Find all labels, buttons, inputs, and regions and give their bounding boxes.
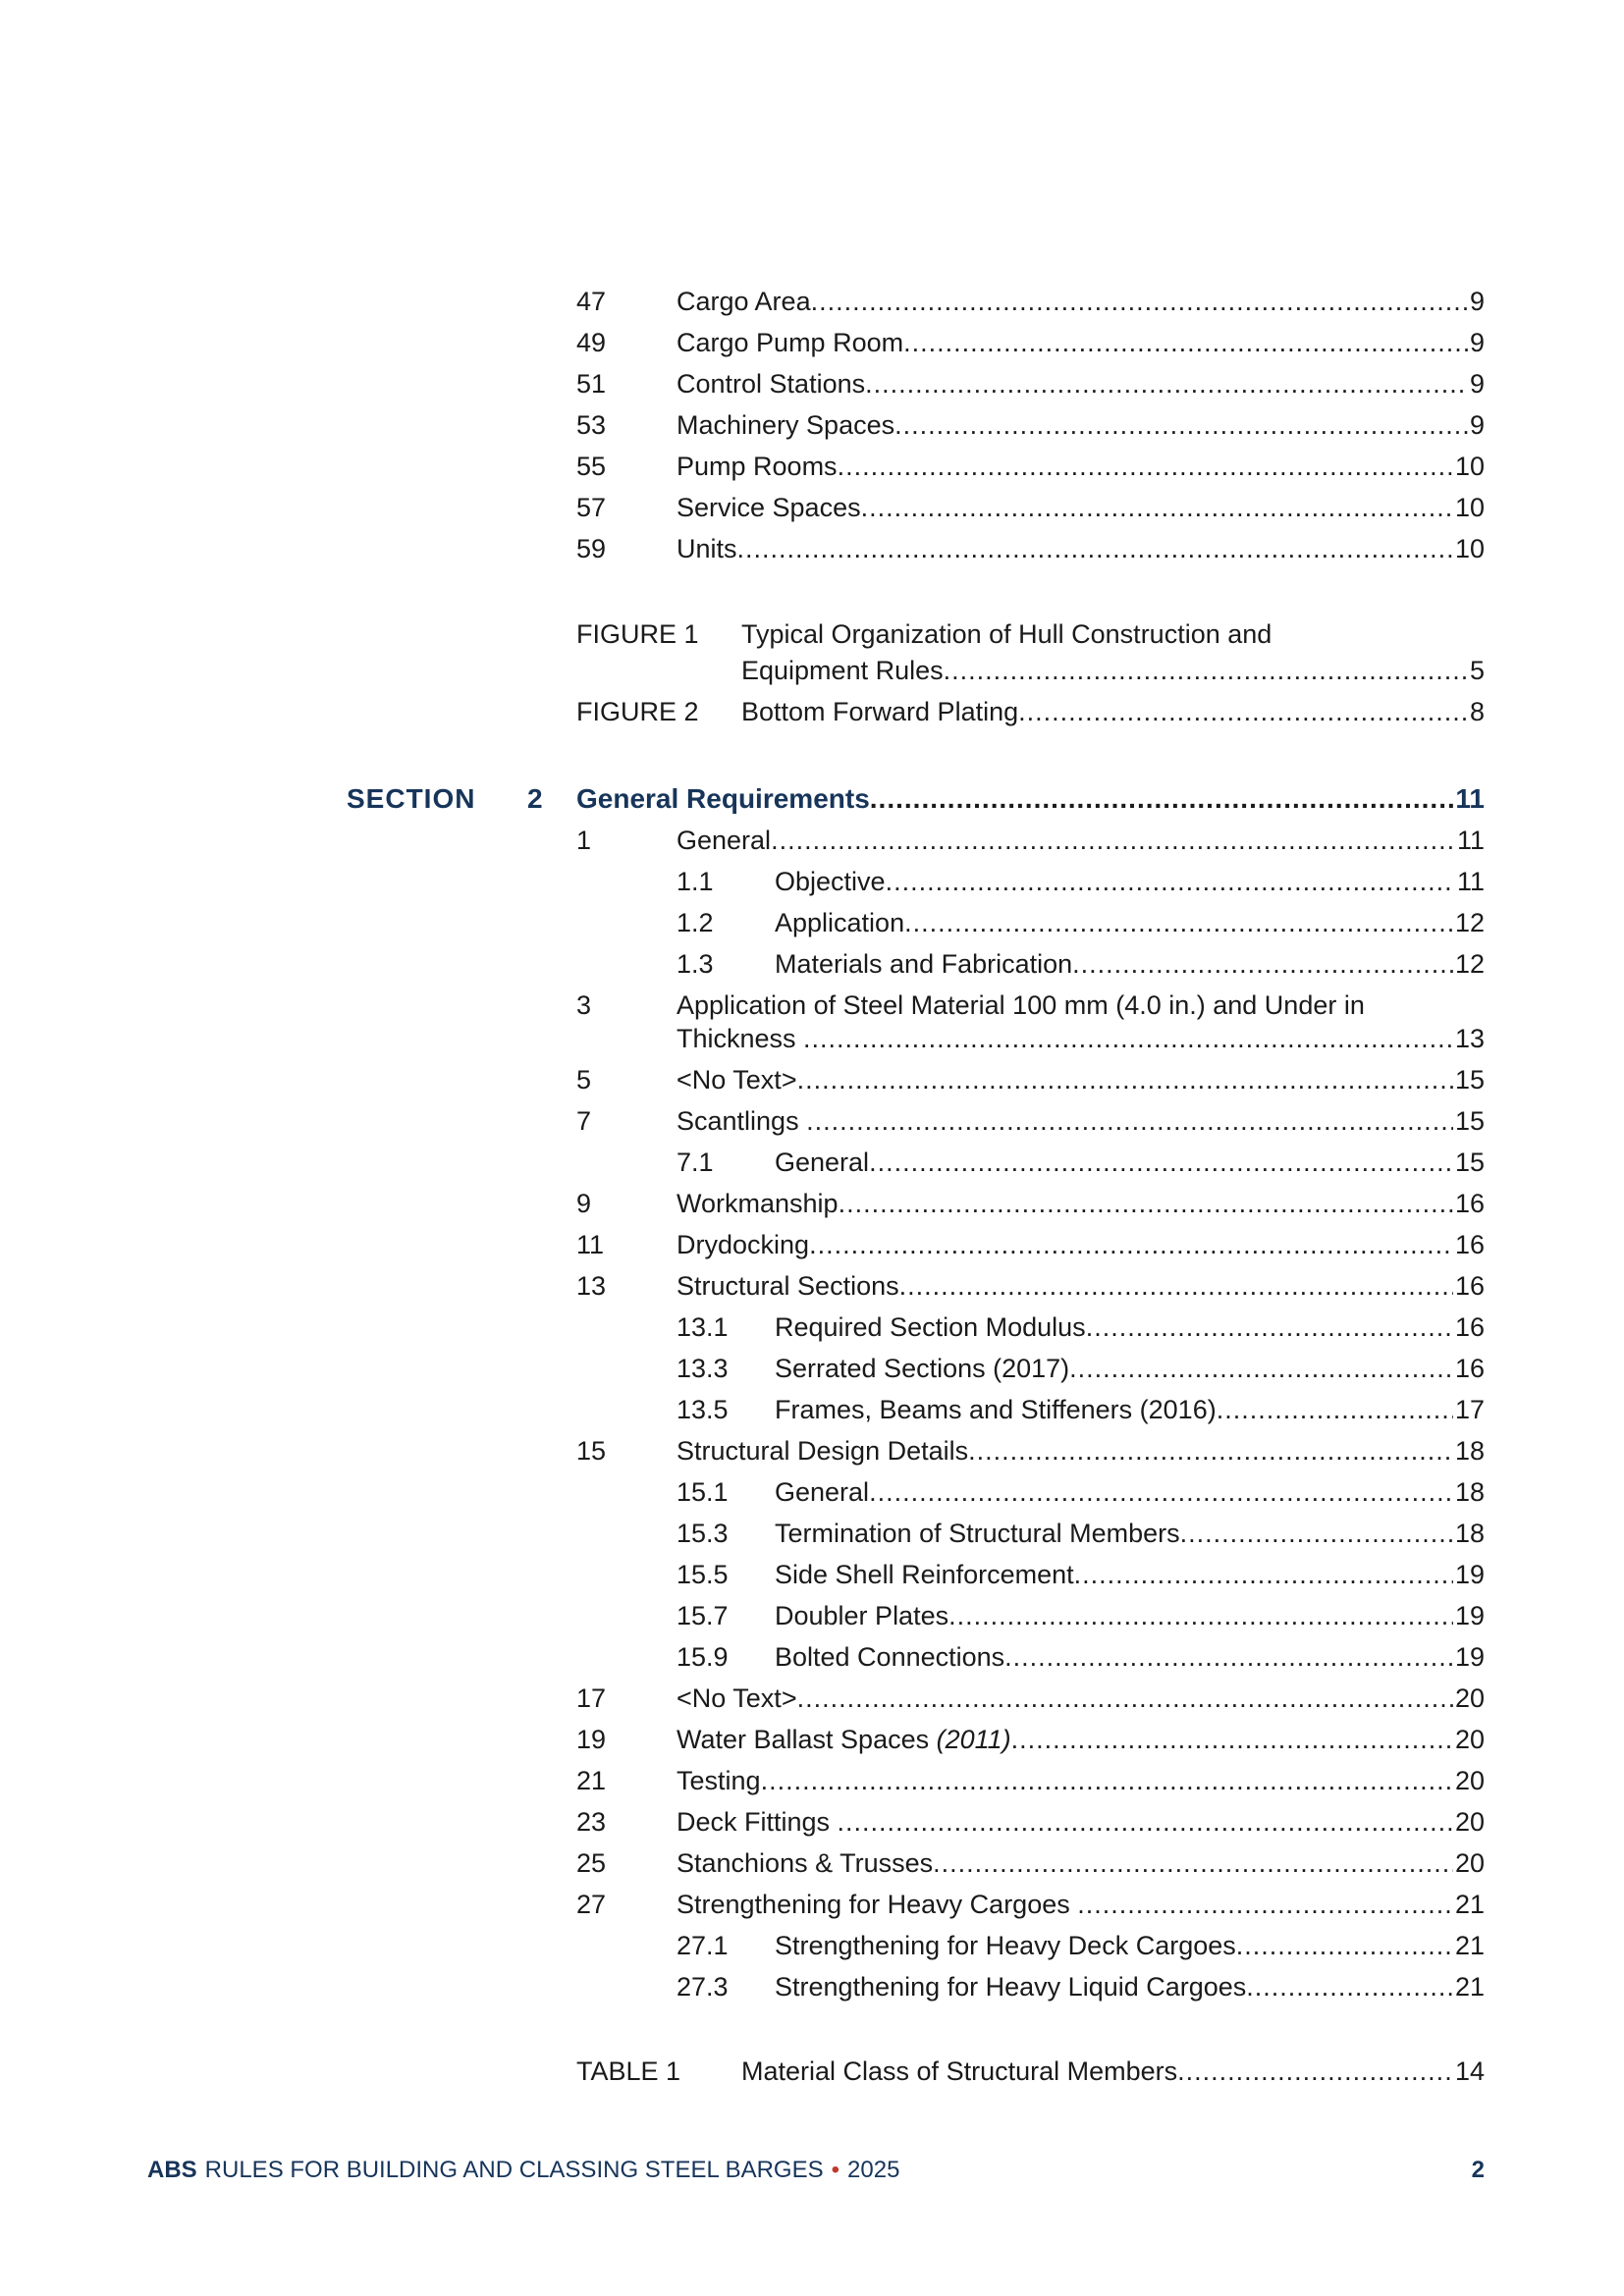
page-footer <box>147 2154 1485 2187</box>
entry-title: Machinery Spaces <box>677 410 895 440</box>
entry-page-number: 19 <box>1454 1601 1485 1630</box>
toc-subentry[interactable] <box>677 1513 1485 1554</box>
entry-title: Service Spaces <box>677 493 861 522</box>
toc-subentry[interactable] <box>677 1389 1485 1430</box>
entry-title: Materials and Fabrication <box>775 949 1073 979</box>
dot-leader <box>809 1224 1453 1265</box>
entry-number <box>576 1018 677 1059</box>
dot-leader <box>797 1678 1453 1719</box>
entry-title: Testing <box>677 1766 761 1795</box>
toc-entry[interactable] <box>576 1100 1485 1142</box>
entry-number: 25 <box>576 1848 607 1878</box>
entry-number: 23 <box>576 1807 607 1837</box>
dot-leader <box>737 528 1453 569</box>
toc-entry[interactable] <box>576 1018 1485 1059</box>
entry-number: 11 <box>576 1230 605 1259</box>
entry-title: Structural Sections <box>677 1271 899 1301</box>
entry-title: Cargo Pump Room <box>677 328 904 357</box>
entry-page-number: 11 <box>1456 867 1485 896</box>
entry-title: Serrated Sections (2017) <box>775 1354 1070 1383</box>
dot-leader <box>806 1100 1453 1142</box>
toc-entry[interactable] <box>576 1059 1485 1100</box>
entry-page-number: 11 <box>1456 826 1485 855</box>
dot-leader <box>1011 1719 1453 1760</box>
entry-page-number: 16 <box>1454 1354 1485 1383</box>
entry-number: 49 <box>576 328 607 357</box>
entry-page-number: 18 <box>1454 1519 1485 1548</box>
entry-title: Deck Fittings <box>677 1807 838 1837</box>
entry-page-number: 15 <box>1454 1065 1485 1095</box>
dot-leader <box>1077 1884 1453 1925</box>
entry-number: 51 <box>576 369 607 399</box>
section-label: SECTION <box>347 783 476 814</box>
toc-subentry[interactable] <box>677 902 1485 943</box>
dot-leader <box>886 861 1455 902</box>
table-entry[interactable] <box>576 2051 1485 2092</box>
dot-leader <box>1072 943 1453 985</box>
entry-page-number: 15 <box>1454 1148 1485 1177</box>
entry-number: 53 <box>576 410 607 440</box>
entry-page-number: 8 <box>1469 697 1485 726</box>
entry-number: 17 <box>576 1683 607 1713</box>
entry-page-number: 20 <box>1454 1766 1485 1795</box>
entry-title: Doubler Plates <box>775 1601 949 1630</box>
toc-entry[interactable] <box>576 1801 1485 1842</box>
entry-title-line: Application of Steel Material 100 mm (4.0 in.) and Under in <box>677 990 1365 1020</box>
entry-page-number: 9 <box>1469 369 1485 399</box>
entry-title: Bolted Connections <box>775 1642 1005 1672</box>
dot-leader <box>903 322 1468 363</box>
entry-number: 15.7 <box>677 1601 729 1630</box>
toc-subentry[interactable] <box>677 943 1485 985</box>
toc-entry[interactable] <box>576 528 1485 569</box>
dot-leader <box>869 1142 1453 1183</box>
entry-page-number: 12 <box>1454 908 1485 937</box>
entry-title: Water Ballast Spaces <box>677 1725 937 1754</box>
entry-title: General <box>775 1477 870 1507</box>
dot-leader <box>861 487 1453 528</box>
entry-title: Required Section Modulus <box>775 1312 1086 1342</box>
entry-title: <No Text> <box>677 1065 797 1095</box>
entry-number: 27.1 <box>677 1931 729 1960</box>
entry-page-number: 20 <box>1454 1848 1485 1878</box>
entry-page-number: 9 <box>1469 410 1485 440</box>
entry-page-number: 10 <box>1454 534 1485 563</box>
entry-title: Control Stations <box>677 369 866 399</box>
section-number: 2 <box>527 783 543 814</box>
entry-number: 7.1 <box>677 1148 714 1177</box>
entry-number: 9 <box>576 1189 592 1218</box>
entry-title: Workmanship <box>677 1189 839 1218</box>
entry-page-number: 9 <box>1469 328 1485 357</box>
entry-title: General <box>677 826 772 855</box>
entry-title: General Requirements <box>576 783 870 814</box>
dot-leader <box>869 1471 1453 1513</box>
toc-subentry[interactable] <box>677 1471 1485 1513</box>
figure-title-line: Typical Organization of Hull Construction and <box>741 619 1272 649</box>
entry-page-number: 18 <box>1454 1477 1485 1507</box>
toc-entry[interactable] <box>576 446 1485 487</box>
dot-leader <box>865 363 1468 404</box>
entry-page-number: 21 <box>1454 1890 1485 1919</box>
section-heading[interactable] <box>576 778 1485 820</box>
toc-entry[interactable] <box>576 1678 1485 1719</box>
dot-leader <box>948 1595 1453 1636</box>
toc-entry[interactable] <box>576 322 1485 363</box>
dot-leader <box>944 650 1468 691</box>
entry-title: Scantlings <box>677 1106 807 1136</box>
entry-title: General <box>775 1148 870 1177</box>
entry-number: 13.3 <box>677 1354 729 1383</box>
footer-year: 2025 <box>847 2157 900 2183</box>
entry-title: Strengthening for Heavy Liquid Cargoes <box>775 1972 1247 2002</box>
entry-page-number: 19 <box>1454 1560 1485 1589</box>
toc-entry[interactable] <box>576 1430 1485 1471</box>
entry-page-number: 17 <box>1454 1395 1485 1424</box>
entry-title: Strengthening for Heavy Cargoes <box>677 1890 1078 1919</box>
entry-number: 5 <box>576 1065 592 1095</box>
entry-title: Cargo Area <box>677 287 811 316</box>
toc-subentry[interactable] <box>677 1307 1485 1348</box>
toc-entry[interactable] <box>576 487 1485 528</box>
entry-number: 1.1 <box>677 867 714 896</box>
entry-number: 19 <box>576 1725 607 1754</box>
entry-page-number: 5 <box>1469 656 1485 685</box>
dot-leader <box>1217 1389 1453 1430</box>
toc-entry[interactable] <box>576 820 1485 861</box>
footer-bullet: • <box>831 2157 840 2183</box>
entry-title: Side Shell Reinforcement <box>775 1560 1074 1589</box>
entry-number: 55 <box>576 452 607 481</box>
entry-number: 47 <box>576 287 607 316</box>
figure-entry[interactable] <box>576 650 1485 691</box>
toc-entry[interactable] <box>576 1265 1485 1307</box>
toc-subentry[interactable] <box>677 861 1485 902</box>
entry-page-number: 16 <box>1454 1230 1485 1259</box>
entry-title: Equipment Rules <box>741 656 944 685</box>
entry-title: Application <box>775 908 905 937</box>
entry-page-number: 12 <box>1454 949 1485 979</box>
dot-leader <box>1086 1307 1453 1348</box>
toc-entry[interactable] <box>576 1719 1485 1760</box>
entry-title: Strengthening for Heavy Deck Cargoes <box>775 1931 1236 1960</box>
dot-leader <box>1246 1966 1453 2007</box>
toc-subentry[interactable] <box>677 1966 1485 2007</box>
toc-entry[interactable] <box>576 1224 1485 1265</box>
dot-leader <box>1236 1925 1453 1966</box>
entry-title: Drydocking <box>677 1230 810 1259</box>
entry-title: Objective <box>775 867 886 896</box>
dot-leader <box>933 1842 1453 1884</box>
dot-leader <box>1004 1636 1453 1678</box>
dot-leader <box>761 1760 1453 1801</box>
entry-title: Pump Rooms <box>677 452 838 481</box>
entry-title: Material Class of Structural Members <box>741 2056 1178 2086</box>
entry-number: 15.9 <box>677 1642 729 1672</box>
entry-page-number: 13 <box>1454 1024 1485 1053</box>
entry-page-number: 10 <box>1454 493 1485 522</box>
dot-leader <box>1177 2051 1453 2092</box>
toc-subentry[interactable] <box>677 1142 1485 1183</box>
toc-entry[interactable] <box>576 363 1485 404</box>
toc-entry[interactable] <box>576 1842 1485 1884</box>
dot-leader <box>839 1183 1453 1224</box>
toc-subentry[interactable] <box>677 1925 1485 1966</box>
entry-page-number: 15 <box>1454 1106 1485 1136</box>
entry-page-number: 10 <box>1454 452 1485 481</box>
entry-number: 1.2 <box>677 908 714 937</box>
entry-number: 57 <box>576 493 607 522</box>
entry-number: 27.3 <box>677 1972 729 2002</box>
entry-page-number: 19 <box>1454 1642 1485 1672</box>
entry-number: 7 <box>576 1106 592 1136</box>
entry-page-number: 14 <box>1454 2056 1485 2086</box>
entry-title-italic: (2011) <box>936 1725 1011 1754</box>
entry-number: 13 <box>576 1271 607 1301</box>
entry-page-number: 21 <box>1454 1931 1485 1960</box>
toc-subentry[interactable] <box>677 1595 1485 1636</box>
dot-leader <box>870 778 1454 820</box>
entry-page-number: 20 <box>1454 1725 1485 1754</box>
entry-number: 21 <box>576 1766 607 1795</box>
toc-entry[interactable] <box>576 281 1485 322</box>
toc-subentry[interactable] <box>677 1348 1485 1389</box>
entry-page-number: 9 <box>1469 287 1485 316</box>
dot-leader <box>803 1018 1453 1059</box>
dot-leader <box>838 446 1453 487</box>
dot-leader <box>1074 1554 1453 1595</box>
entry-page-number: 21 <box>1454 1972 1485 2002</box>
entry-title: Bottom Forward Plating <box>741 697 1019 726</box>
entry-number: 3 <box>576 990 592 1020</box>
entry-number <box>576 650 741 691</box>
toc-subentry[interactable] <box>677 1636 1485 1678</box>
dot-leader <box>968 1430 1453 1471</box>
entry-page-number: 16 <box>1454 1189 1485 1218</box>
figure-label: FIGURE 1 <box>576 619 699 649</box>
entry-title: Structural Design Details <box>677 1436 969 1466</box>
entry-title: Units <box>677 534 737 563</box>
dot-leader <box>899 1265 1453 1307</box>
figure-entry[interactable] <box>576 691 1485 732</box>
entry-title: Stanchions & Trusses <box>677 1848 934 1878</box>
footer-brand: ABS <box>147 2157 197 2183</box>
dot-leader <box>838 1801 1453 1842</box>
entry-number: 15.3 <box>677 1519 729 1548</box>
dot-leader <box>771 820 1455 861</box>
toc-entry[interactable] <box>576 404 1485 446</box>
entry-number: 15.5 <box>677 1560 729 1589</box>
dot-leader <box>811 281 1468 322</box>
entry-number: 59 <box>576 534 607 563</box>
footer-page-number: 2 <box>1471 2157 1485 2183</box>
entry-number: 13.5 <box>677 1395 729 1424</box>
entry-page-number: 20 <box>1454 1683 1485 1713</box>
entry-page-number: 20 <box>1454 1807 1485 1837</box>
dot-leader <box>904 902 1453 943</box>
entry-page-number: 11 <box>1455 783 1485 814</box>
entry-number: 13.1 <box>677 1312 729 1342</box>
toc-subentry[interactable] <box>677 1554 1485 1595</box>
entry-number: 15.1 <box>677 1477 729 1507</box>
toc-entry[interactable] <box>576 1760 1485 1801</box>
dot-leader <box>894 404 1468 446</box>
entry-number: 15 <box>576 1436 607 1466</box>
entry-number: 1 <box>576 826 592 855</box>
dot-leader <box>1018 691 1468 732</box>
dot-leader <box>1069 1348 1453 1389</box>
entry-title: Thickness <box>677 1024 804 1053</box>
entry-title: <No Text> <box>677 1683 797 1713</box>
entry-number: FIGURE 2 <box>576 697 699 726</box>
dot-leader <box>1180 1513 1453 1554</box>
entry-number: 1.3 <box>677 949 714 979</box>
entry-page-number: 18 <box>1454 1436 1485 1466</box>
entry-page-number: 16 <box>1454 1312 1485 1342</box>
entry-title: Frames, Beams and Stiffeners (2016) <box>775 1395 1217 1424</box>
entry-number: TABLE 1 <box>576 2056 681 2086</box>
entry-title: Termination of Structural Members <box>775 1519 1180 1548</box>
footer-title: RULES FOR BUILDING AND CLASSING STEEL BARGES <box>204 2157 824 2183</box>
toc-entry[interactable] <box>576 1884 1485 1925</box>
entry-page-number: 16 <box>1454 1271 1485 1301</box>
entry-number: 27 <box>576 1890 607 1919</box>
dot-leader <box>797 1059 1453 1100</box>
toc-entry[interactable] <box>576 1183 1485 1224</box>
